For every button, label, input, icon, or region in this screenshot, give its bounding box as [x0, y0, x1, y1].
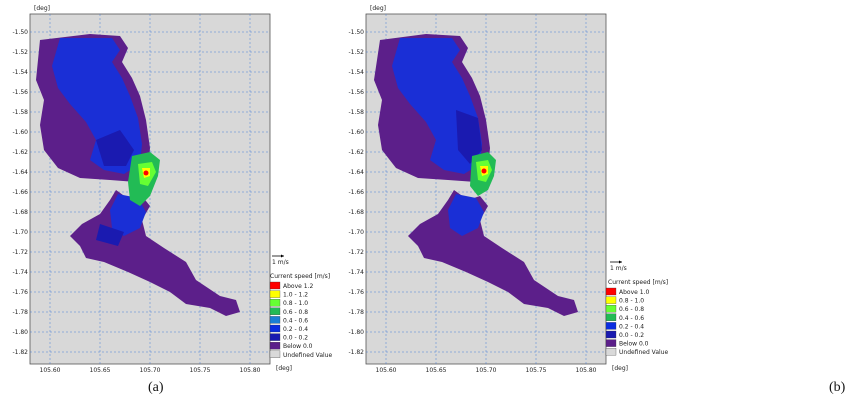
y-tick-label: -1.80 [348, 329, 364, 336]
y-tick-label: -1.66 [348, 189, 364, 196]
legend-title: Current speed [m/s] [608, 279, 669, 286]
y-tick-label: -1.78 [12, 309, 28, 316]
legend-label: Undefined Value [619, 349, 669, 357]
y-tick-label: -1.76 [348, 289, 364, 296]
legend-swatch [606, 297, 616, 304]
y-tick-label: -1.68 [348, 209, 364, 216]
x-tick-labels [40, 367, 261, 374]
y-tick-label: -1.62 [12, 149, 28, 156]
legend-label: 0.0 - 0.2 [283, 334, 309, 342]
legend-swatch [606, 348, 616, 355]
legend-swatch [270, 282, 280, 289]
y-tick-label: -1.80 [12, 329, 28, 336]
legend-swatch [606, 322, 616, 329]
legend-label: Above 1.2 [283, 283, 314, 290]
y-tick-label: -1.74 [12, 269, 28, 276]
legend-label: Above 1.0 [619, 289, 650, 296]
y-tick-label: -1.82 [12, 349, 28, 356]
legend-title: Current speed [m/s] [270, 273, 331, 280]
x-axis-unit: [deg] [612, 365, 628, 372]
y-tick-label: -1.56 [348, 89, 364, 96]
y-tick-label: -1.72 [12, 249, 28, 256]
current-speed-map-b [336, 0, 671, 380]
legend-label: Below 0.0 [283, 343, 313, 351]
y-axis-unit: [deg] [34, 5, 50, 12]
x-tick-label: 105.70 [139, 367, 161, 374]
y-tick-label: -1.62 [348, 149, 364, 156]
legend-swatch [270, 325, 280, 332]
legend-swatch [270, 342, 280, 349]
x-tick-label: 105.75 [525, 367, 547, 374]
current-speed-map-a [0, 0, 335, 380]
legend-swatch [270, 316, 280, 323]
y-tick-label: -1.68 [12, 209, 28, 216]
y-tick-labels [12, 29, 28, 356]
y-tick-label: -1.66 [12, 189, 28, 196]
vector-scale-label: 1 m/s [610, 265, 627, 272]
x-tick-label: 105.80 [239, 367, 261, 374]
legend-label: 1.0 - 1.2 [283, 291, 309, 299]
y-tick-label: -1.70 [348, 229, 364, 236]
x-tick-labels [376, 367, 597, 374]
y-tick-label: -1.72 [348, 249, 364, 256]
legend-label: 0.2 - 0.4 [619, 323, 645, 331]
x-axis-unit: [deg] [276, 365, 292, 372]
y-tick-labels [348, 29, 364, 356]
legend [606, 288, 668, 356]
y-axis-unit: [deg] [370, 5, 386, 12]
panel-b [336, 0, 845, 413]
y-tick-label: -1.64 [12, 169, 28, 176]
legend-label: 0.2 - 0.4 [283, 326, 309, 333]
legend-label: 0.4 - 0.6 [283, 317, 309, 325]
legend-swatch [606, 340, 616, 347]
legend-label: 0.6 - 0.8 [619, 306, 645, 314]
y-tick-label: -1.60 [12, 129, 28, 136]
y-tick-label: -1.58 [12, 109, 28, 116]
vector-scale-label: 1 m/s [272, 259, 289, 266]
x-tick-label: 105.60 [375, 367, 397, 374]
y-tick-label: -1.82 [348, 349, 364, 356]
legend-label: 0.6 - 0.8 [283, 308, 309, 316]
legend-swatch [270, 308, 280, 315]
y-tick-label: -1.52 [12, 49, 28, 56]
y-tick-label: -1.74 [348, 269, 364, 276]
x-tick-label: 105.60 [39, 367, 61, 374]
legend [270, 282, 332, 359]
caption-b: (b) [829, 380, 845, 395]
x-tick-label: 105.75 [189, 367, 211, 374]
legend-swatch [606, 314, 616, 321]
x-tick-label: 105.65 [89, 367, 111, 374]
legend-swatch [606, 288, 616, 295]
y-tick-label: -1.54 [12, 69, 28, 76]
legend-label: Below 0.0 [619, 340, 649, 348]
y-tick-label: -1.54 [348, 69, 364, 76]
panel-a [0, 0, 335, 413]
legend-label: 0.4 - 0.6 [619, 314, 645, 322]
y-tick-label: -1.70 [12, 229, 28, 236]
x-tick-label: 105.70 [475, 367, 497, 374]
legend-label: 0.0 - 0.2 [619, 332, 645, 339]
legend-swatch [606, 331, 616, 338]
legend-swatch [270, 291, 280, 298]
legend-swatch [606, 305, 616, 312]
y-tick-label: -1.76 [12, 289, 28, 296]
y-tick-label: -1.60 [348, 129, 364, 136]
legend-label: 0.8 - 1.0 [283, 300, 309, 308]
y-tick-label: -1.50 [12, 29, 28, 36]
y-tick-label: -1.78 [348, 309, 364, 316]
y-tick-label: -1.56 [12, 89, 28, 96]
legend-label: 0.8 - 1.0 [619, 297, 645, 305]
legend-swatch [270, 351, 280, 358]
x-tick-label: 105.80 [575, 367, 597, 374]
y-tick-label: -1.64 [348, 169, 364, 176]
legend-swatch [270, 334, 280, 341]
legend-swatch [270, 299, 280, 306]
y-tick-label: -1.58 [348, 109, 364, 116]
caption-a: (a) [148, 380, 164, 395]
y-tick-label: -1.50 [348, 29, 364, 36]
x-tick-label: 105.65 [425, 367, 447, 374]
y-tick-label: -1.52 [348, 49, 364, 56]
legend-label: Undefined Value [283, 351, 333, 359]
